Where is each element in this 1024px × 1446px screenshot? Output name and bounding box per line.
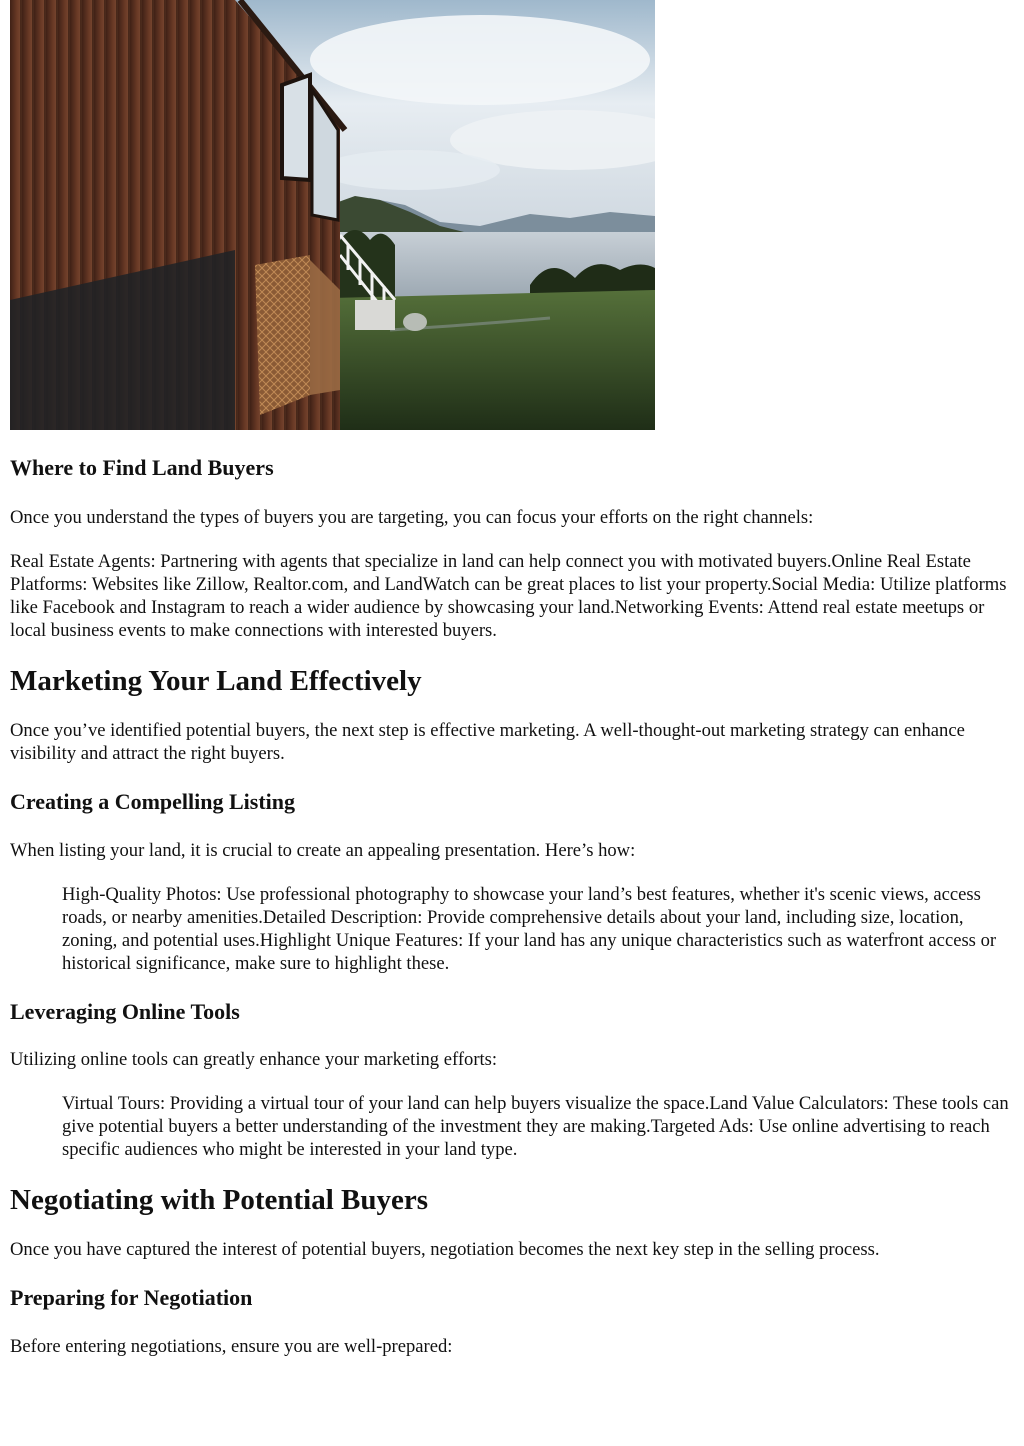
- paragraph-listing-intro: When listing your land, it is crucial to create an appealing presentation. Here’s how:: [10, 840, 636, 861]
- hero-photo: [10, 0, 655, 430]
- article-content: [10, 454, 1010, 1358]
- paragraph-preparing-intro: Before entering negotiations, ensure you are well-prepared:: [10, 1336, 453, 1357]
- section-heading-compelling-listing: Creating a Compelling Listing: [10, 789, 296, 814]
- paragraph-find-intro: Once you understand the types of buyers you are targeting, you can focus your efforts on the right channels:: [10, 507, 814, 528]
- section-heading-preparing: Preparing for Negotiation: [10, 1285, 253, 1310]
- section-heading-negotiating: Negotiating with Potential Buyers: [10, 1184, 429, 1216]
- section-heading-marketing: Marketing Your Land Effectively: [10, 665, 422, 697]
- paragraph-online-intro: Utilizing online tools can greatly enhance your marketing efforts:: [10, 1049, 498, 1070]
- paragraph-online-list: Virtual Tours: Providing a virtual tour of your land can help buyers visualize the space.Land Value Calculators: These tools can give potential buyers a better understanding of the investment they are making.Targeted Ads: Use online advertising to reach specific audiences who might be interested in your land type.: [62, 1093, 1009, 1160]
- paragraph-negotiating-intro: Once you have captured the interest of potential buyers, negotiation becomes the next key step in the selling process.: [10, 1239, 880, 1260]
- paragraph-find-list: Real Estate Agents: Partnering with agents that specialize in land can help connect you with motivated buyers.Online Real Estate Platforms: Websites like Zillow, Realtor.com, and LandWatch can be great places to list your property.Social Media: Utilize platforms like Facebook and Instagram to reach a wider audience by showcasing your land.Networking Events: Attend real estate meetups or local business events to make connections with interested buyers.: [10, 551, 1007, 641]
- paragraph-listing-list: High-Quality Photos: Use professional photography to showcase your land’s best features, whether it's scenic views, access roads, or nearby amenities.Detailed Description: Provide comprehensive details about your land, including size, location, zoning, and potential uses.Highlight Unique Features: If your land has any unique characteristics such as waterfront access or historical significance, make sure to highlight these.: [62, 884, 997, 974]
- section-heading-find-land-buyers: Where to Find Land Buyers: [10, 455, 274, 480]
- house-waterfront-photo-icon: [10, 0, 655, 430]
- paragraph-marketing-intro: Once you’ve identified potential buyers, the next step is effective marketing. A well-thought-out marketing strategy can enhance visibility and attract the right buyers.: [10, 720, 965, 764]
- section-heading-online-tools: Leveraging Online Tools: [10, 999, 240, 1024]
